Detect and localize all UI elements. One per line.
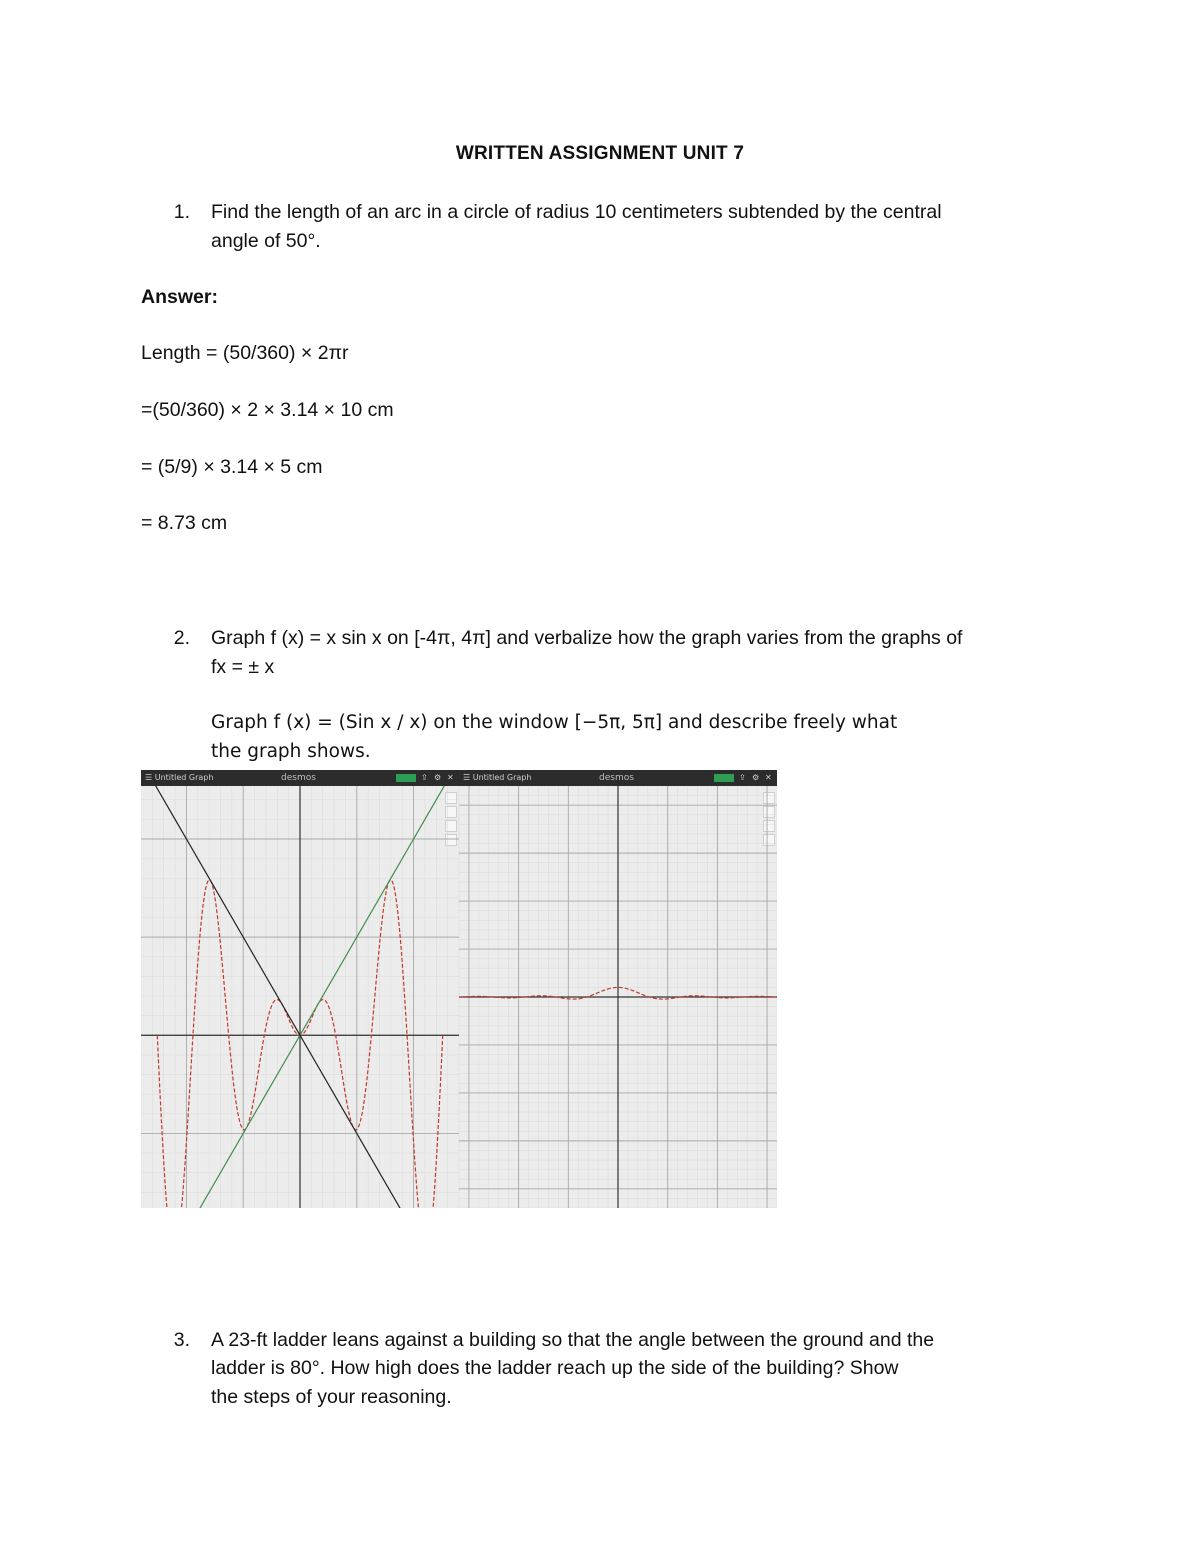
q3-line1: A 23-ft ladder leans against a building so that the angle between the ground and the (211, 1329, 935, 1351)
desmos-brand: desmos (281, 773, 316, 783)
menu-label[interactable]: ☰ Untitled Graph (145, 773, 214, 782)
q3-line3: the steps of your reasoning. (211, 1386, 452, 1408)
q2-line4: the graph shows. (211, 741, 371, 762)
q2-number: 2. (173, 627, 190, 649)
save-button[interactable] (396, 774, 416, 782)
graph-screenshot-sinx-over-x (459, 770, 777, 1208)
share-icon[interactable]: ⇪ (739, 773, 746, 782)
desmos-topbar (141, 770, 459, 786)
settings-icon[interactable]: ⚙ (434, 773, 442, 782)
settings-icon[interactable]: ⚙ (752, 773, 760, 782)
close-icon[interactable]: ✕ (765, 773, 772, 782)
q2-line2: fx = ± x (211, 656, 275, 678)
answer-step-2: =(50/360) × 2 × 3.14 × 10 cm (141, 399, 394, 421)
answer-step-1: Length = (50/360) × 2πr (141, 342, 349, 364)
answer-label: Answer: (141, 286, 218, 308)
share-icon[interactable]: ⇪ (421, 773, 428, 782)
chart-sinx-over-x (459, 786, 777, 1208)
q2-line3: Graph f (x) = (Sin x / x) on the window [−5π, 5π] and describe freely what (211, 712, 898, 733)
graph-screenshot-xsinx (141, 770, 459, 1208)
page-title: WRITTEN ASSIGNMENT UNIT 7 (455, 143, 745, 164)
chart-xsinx (141, 786, 459, 1208)
save-button[interactable] (714, 774, 734, 782)
close-icon[interactable]: ✕ (447, 773, 454, 782)
answer-step-4: = 8.73 cm (141, 512, 228, 534)
q1-number: 1. (173, 201, 190, 223)
q2-line1: Graph f (x) = x sin x on [-4π, 4π] and verbalize how the graph varies from the graphs of (211, 627, 963, 649)
q3-number: 3. (173, 1329, 190, 1351)
q1-line2: angle of 50°. (211, 230, 321, 252)
answer-step-3: = (5/9) × 3.14 × 5 cm (141, 456, 323, 478)
desmos-topbar (459, 770, 777, 786)
q3-line2: ladder is 80°. How high does the ladder reach up the side of the building? Show (211, 1357, 899, 1379)
menu-label[interactable]: ☰ Untitled Graph (463, 773, 532, 782)
q1-line1: Find the length of an arc in a circle of radius 10 centimeters subtended by the central (211, 201, 942, 223)
desmos-brand: desmos (599, 773, 634, 783)
